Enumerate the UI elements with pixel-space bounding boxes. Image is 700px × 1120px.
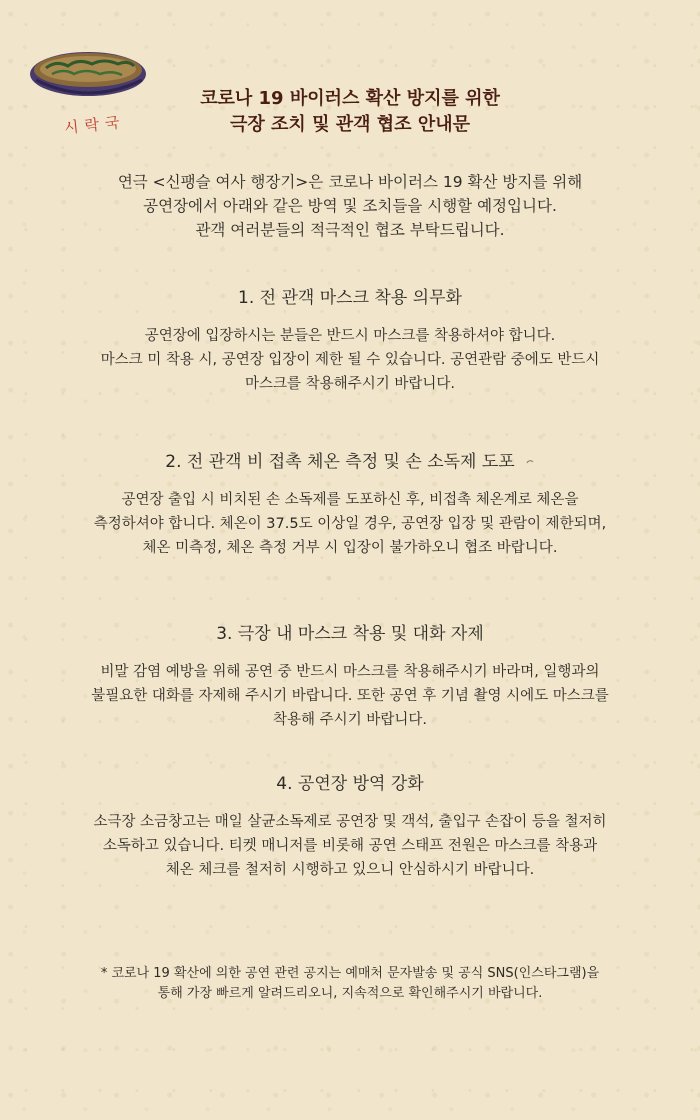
section-line: 소독하고 있습니다. 티켓 매니저를 비롯해 공연 스태프 전원은 마스크를 착용과	[102, 838, 598, 854]
section-body	[40, 660, 660, 732]
logo-text: 시락국	[63, 112, 127, 138]
section-heading-wrap	[40, 450, 660, 474]
section-body	[40, 324, 660, 396]
title-line-2: 극장 조치 및 관객 협조 안내문	[230, 114, 470, 135]
section-line: 마스크를 착용해주시기 바랍니다.	[245, 376, 455, 392]
section-line: 착용해 주시기 바랍니다.	[273, 712, 427, 728]
section-disinfection	[40, 772, 660, 882]
section-body	[40, 810, 660, 882]
intro-line-2: 공연장에서 아래와 같은 방역 및 조치들을 시행할 예정입니다.	[143, 197, 557, 215]
title-line-1: 코로나 19 바이러스 확산 방지를 위한	[200, 88, 500, 109]
section-mask-conversation	[40, 622, 660, 732]
footnote-line-2: 통해 가장 빠르게 알려드리오니, 지속적으로 확인해주시기 바랍니다.	[157, 986, 543, 1001]
section-line: 소극장 소금창고는 매일 살균소독제로 공연장 및 객석, 출입구 손잡이 등을 철저히	[93, 814, 607, 830]
section-heading: 2. 전 관객 비 접촉 체온 측정 및 손 소독제 도포	[165, 452, 515, 472]
intro-line-3: 관객 여러분들의 적극적인 협조 부탁드립니다.	[195, 221, 505, 239]
loading-icon	[525, 457, 535, 467]
section-heading: 4. 공연장 방역 강화	[276, 774, 424, 794]
intro-line-1: 연극 <신팽슬 여사 행장기>은 코로나 바이러스 19 확산 방지를 위해	[117, 173, 583, 191]
section-line: 비말 감염 예방을 위해 공연 중 반드시 마스크를 착용해주시기 바라며, 일행과의	[100, 664, 600, 680]
page-title	[0, 86, 700, 138]
intro-paragraph	[0, 170, 700, 242]
section-line: 공연장에 입장하시는 분들은 반드시 마스크를 착용하셔야 합니다.	[144, 328, 556, 344]
section-line: 측정하셔야 합니다. 체온이 37.5도 이상일 경우, 공연장 입장 및 관람이 제한되며,	[93, 516, 607, 532]
section-line: 공연장 출입 시 비치된 손 소독제를 도포하신 후, 비접촉 체온계로 체온을	[121, 492, 579, 508]
footnote-line-1: * 코로나 19 확산에 의한 공연 관련 공지는 예매처 문자발송 및 공식 SNS(인스타그램)을	[100, 966, 600, 981]
section-line: 불필요한 대화를 자제해 주시기 바랍니다. 또한 공연 후 기념 촬영 시에도 마스크를	[91, 688, 609, 704]
section-mask-mandatory	[40, 286, 660, 396]
section-line: 체온 체크를 철저히 시행하고 있으니 안심하시기 바랍니다.	[165, 862, 535, 878]
section-heading: 1. 전 관객 마스크 착용 의무화	[238, 288, 462, 308]
section-line: 체온 미측정, 체온 측정 거부 시 입장이 불가하오니 협조 바랍니다.	[142, 540, 558, 556]
section-body	[40, 488, 660, 560]
section-line: 마스크 미 착용 시, 공연장 입장이 제한 될 수 있습니다. 공연관람 중에도 반드시	[100, 352, 600, 368]
section-heading: 3. 극장 내 마스크 착용 및 대화 자제	[216, 624, 484, 644]
section-temperature-check	[40, 450, 660, 560]
footnote	[40, 964, 660, 1004]
